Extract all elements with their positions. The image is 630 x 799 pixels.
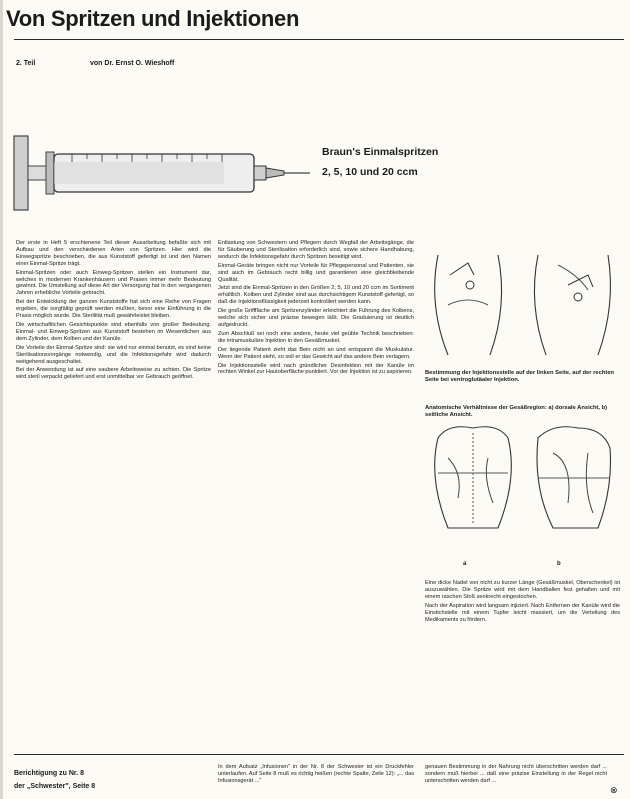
part-label: 2. Teil <box>16 60 36 67</box>
paragraph: Der liegende Patient zieht das Bein nicht an und entspannt die Muskulatur. Wenn der Patient steht, so soll er das Gewicht auf das andere Bein verlagern. <box>218 346 414 360</box>
figure-label-a: a <box>463 561 467 567</box>
footer-rule <box>14 754 624 755</box>
correction-source: der „Schwester", Seite 8 <box>14 783 96 790</box>
page-title: Von Spritzen und Injektionen <box>6 6 300 31</box>
paragraph: Jetzt sind die Einmal-Spritzen in den Größen 2, 5, 10 und 20 ccm im Sortiment erhältlich. Kolben und Zylinder sind aus durchsichtigem Kunststoff gefertigt, so daß die Injektionsflüssigkeit jederzeit kontrolliert werden kann. <box>218 285 414 306</box>
injection-site-figure <box>428 245 620 365</box>
syringe-caption-title: Braun's Einmalspritzen <box>322 146 439 158</box>
paragraph: Einmal-Geräte bringen nicht nur Vorteile für Pflegepersonal und Patienten, sie sind auch im Gebrauch recht billig und garantieren eine gleichbleibende Qualität. <box>218 262 414 283</box>
paragraph: Die Vorteile der Einmal-Spritze sind: sie wird nur einmal benutzt, es sind keine Sterilisationsvorgänge notwendig, und die Infektionsgefahr wird dadurch weitgehend ausgeschaltet. <box>16 344 211 365</box>
syringe-caption-sizes: 2, 5, 10 und 20 ccm <box>322 166 418 178</box>
paragraph: Die wirtschaftlichen Gesichtspunkte sind ebenfalls von großer Bedeutung. Einmal- und Einweg-Spritzen aus Kunststoff bestehen im Wesentlichen aus dem Zylinder, dem Kolben und der Kanüle. <box>16 321 211 342</box>
binder-edge <box>0 0 3 799</box>
figure-label-b: b <box>557 561 561 567</box>
paragraph: Der erste in Heft 5 erschienene Teil dieser Ausarbeitung befaßte sich mit Aufbau und den verschiedenen Arten von Spritzen. Hier wird die Einwegspritze beschrieben, die aus Kunststoff gefertigt ist und den Namen einer Einmal-Spritze trägt. <box>16 240 211 267</box>
paragraph: Eine dicke Nadel von nicht zu kurzer Länge (Gesäßmuskel, Oberschenkel) ist auszuwählen. Die Spritze wird mit dem Handballen fest gehalten und mit einem raschen Stoß senkrecht eingestochen. <box>425 580 620 600</box>
paragraph: Nach der Aspiration wird langsam injiziert. Nach Entfernen der Kanüle wird die Einstichstelle mit einem Tupfer leicht massiert, um die Verteilung des Medikaments zu fördern. <box>425 602 620 623</box>
page-mark-icon: ⊗ <box>610 785 618 795</box>
paragraph: Die große Grifffläche am Spritzenzylinder erleichtert die Führung des Kolbens, welche sich sicher und präzise bewegen läßt. Die Graduierung ist deutlich aufgedruckt. <box>218 308 414 328</box>
paragraph: Entlastung von Schwestern und Pflegern durch Wegfall der Arbeitsgänge, die für Säuberung und Sterilisation erforderlich sind, sowie sichere Handhabung, wodurch die Infektionsgefahr durch Spritzen beseitigt wird. <box>218 240 414 260</box>
paragraph: Bei der Entwicklung der ganzen Kunststoffe hat sich eine Reihe von Fragen ergeben, die sorgfältig geprüft werden mußten, bevor eine Einführung in die Praxis möglich wurde. Die Sterilität muß gewährleistet bleiben. <box>16 299 211 320</box>
figure-caption-injection-site: Bestimmung der Injektionsstelle auf der linken Seite, auf der rechten Seite bei ventroglutäaler Injektion. <box>425 370 615 383</box>
figure-caption-anatomy: Anatomische Verhältnisse der Gesäßregion: a) dorsale Ansicht, b) seitliche Ansicht. <box>425 405 608 418</box>
author-byline: von Dr. Ernst O. Wieshoff <box>90 60 175 67</box>
text-column-2 <box>218 240 414 745</box>
title-rule <box>14 39 624 40</box>
anatomy-figure <box>428 418 620 558</box>
text-column-1 <box>16 240 211 745</box>
correction-title: Berichtigung zu Nr. 8 <box>14 770 85 777</box>
paragraph: Zum Abschluß sei noch eine andere, heute viel geübte Technik beschrieben: die intramuskuläre Injektion in den Gesäßmuskel. <box>218 330 414 344</box>
paragraph: Bei der Anwendung ist auf eine saubere Arbeitsweise zu achten. Die Spritze wird steril verpackt geliefert und erst unmittelbar vor Gebrauch geöffnet. <box>16 367 211 381</box>
paragraph: Die Injektionsstelle wird nach gründlicher Desinfektion mit der Kanüle im rechten Winkel zur Hautoberfläche punktiert. Vor der Injektion ist zu aspirieren. <box>218 362 414 376</box>
syringe-illustration <box>12 126 312 222</box>
text-column-3 <box>425 580 620 745</box>
correction-text: In dem Aufsatz „Infusionen" in der Nr. 8 der Schwester ist ein Druckfehler unterlaufen. Auf Seite 8 muß es richtig heißen (rechte Spalte, Zeile 12): „... das Infusionsgerät ..." <box>218 764 414 784</box>
paragraph: Einmal-Spritzen oder auch Einweg-Spritzen stellen ein Instrument dar, welches in modernen Krankenhäusern und Praxen immer mehr Bedeutung gewinnt. Die Umstellung auf diese Art der Versorgung hat in den vergangenen Jahren erhebliche Vorteile gebracht. <box>16 269 211 297</box>
footer-text: genauen Bestimmung in der Nahrung nicht überschritten werden darf ... sondern muß hierbei ... daß eine präzise Einstellung in der Regel nicht unterschritten werden darf ... <box>425 764 607 784</box>
